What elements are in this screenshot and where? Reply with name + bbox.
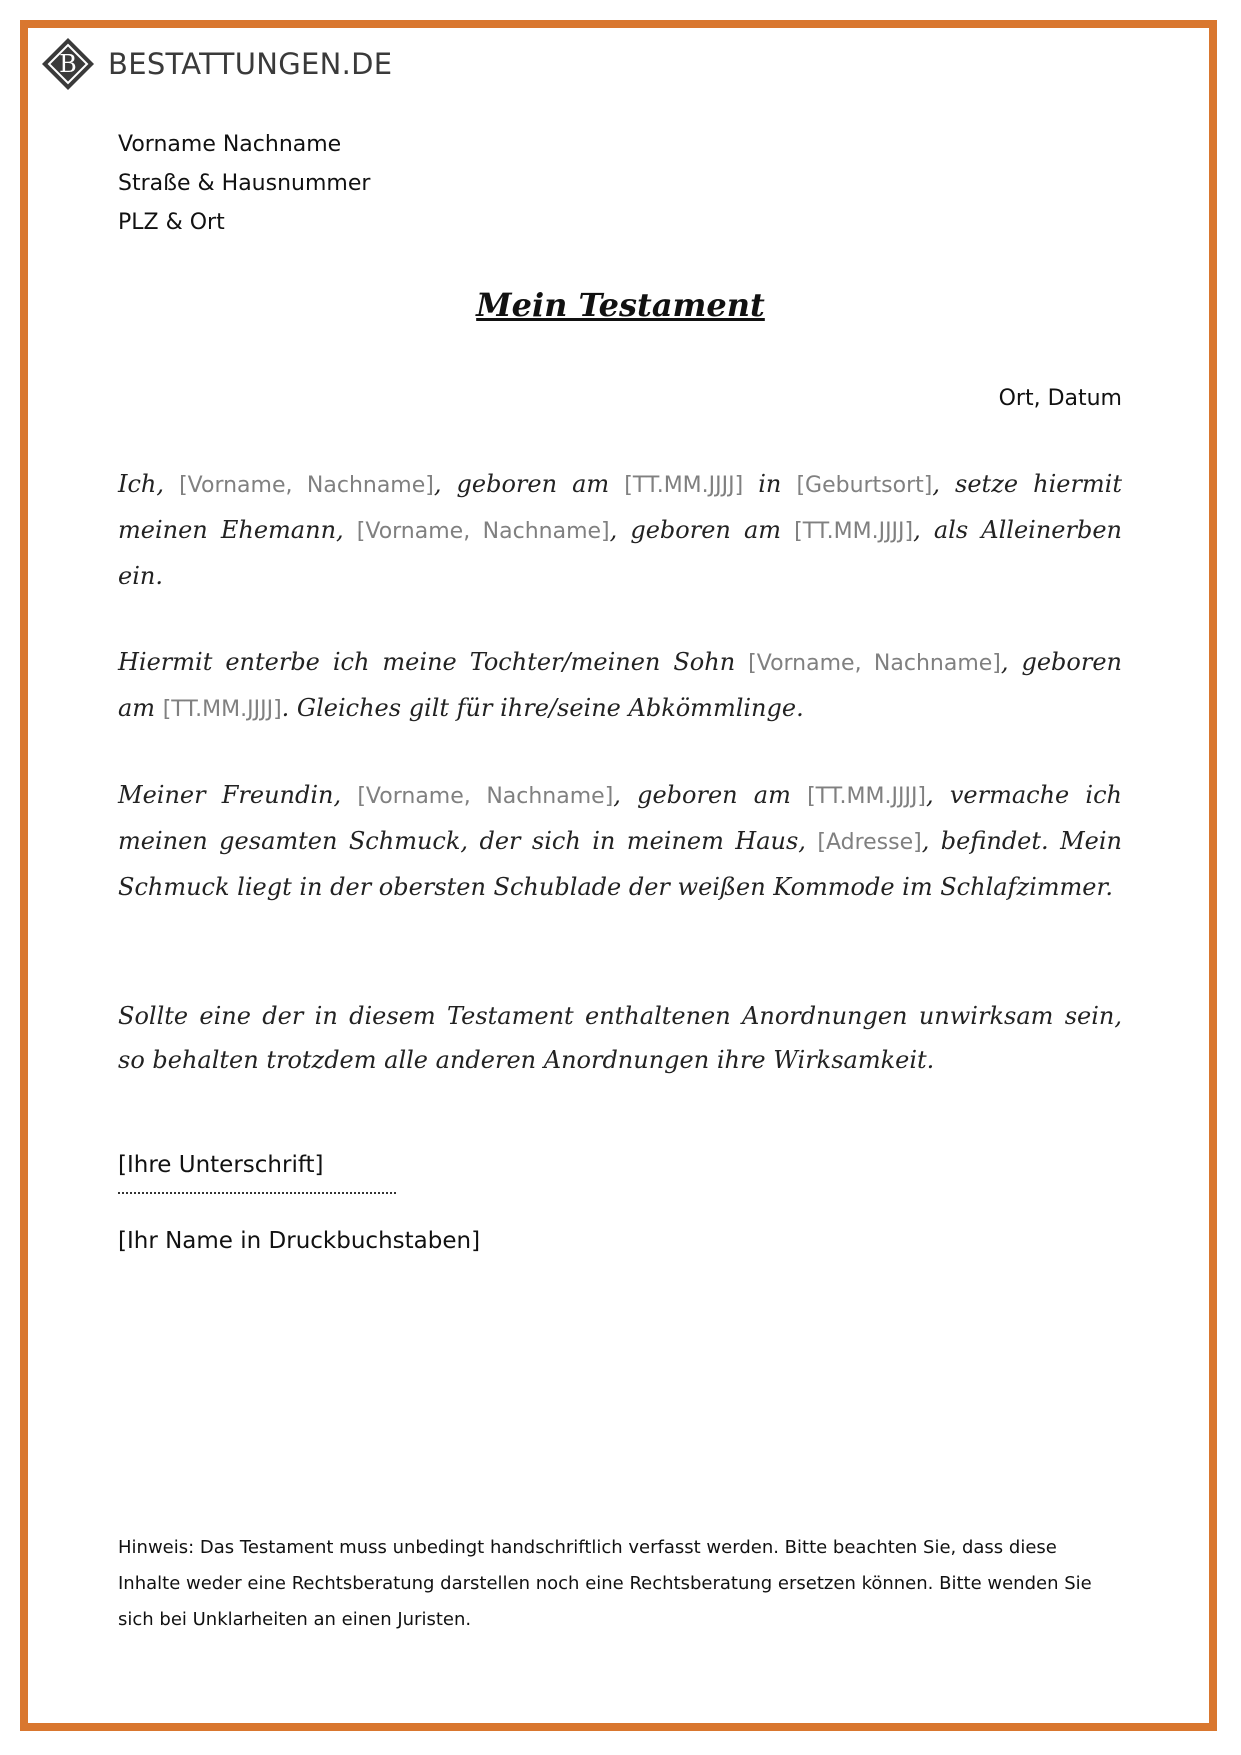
paragraph-heirs: Ich, [Vorname, Nachname], geboren am [TT.MM.JJJJ] in [Geburtsort], setze hiermit meinen Ehemann, [Vorname, Nachname], geboren am [TT.MM.JJJJ], als Alleinerben ein. <box>118 470 1122 590</box>
placeholder: [Vorname, Nachname] <box>357 784 614 809</box>
paragraph-severability: Sollte eine der in diesem Testament enthaltenen Anordnungen unwirksam sein, so behalten trotzdem alle anderen Anordnungen ihre Wirksamkeit. <box>118 1002 1122 1074</box>
logo <box>40 36 392 92</box>
signature-line <box>118 1192 396 1194</box>
placeholder: [Vorname, Nachname] <box>748 651 1001 676</box>
logo-diamond-icon <box>40 36 96 92</box>
legal-hint: Hinweis: Das Testament muss unbedingt handschriftlich verfasst werden. Bitte beachten Sie, dass diese Inhalte weder eine Rechtsberatung darstellen noch eine Rechtsberatung ersetzen können. Bitte wenden Sie sich bei Unklarheiten an einen Juristen. <box>118 1537 1092 1630</box>
document-title: Mein Testament <box>476 286 765 324</box>
logo-letter: B <box>59 50 77 78</box>
placeholder: [Vorname, Nachname] <box>356 519 610 544</box>
place-date: Ort, Datum <box>998 386 1122 411</box>
sender-city: PLZ & Ort <box>118 210 225 235</box>
placeholder: [TT.MM.JJJJ] <box>162 697 282 722</box>
sender-name: Vorname Nachname <box>118 132 342 157</box>
sender-address <box>118 125 370 242</box>
paragraph-bequest: Meiner Freundin, [Vorname, Nachname], geboren am [TT.MM.JJJJ], vermache ich meinen gesamten Schmuck, der sich in meinem Haus, [Adresse], befindet. Mein Schmuck liegt in der obersten Schublade der weißen Kommode im Schlafzimmer. <box>118 781 1123 901</box>
signature-label: [Ihre Unterschrift] <box>118 1152 324 1178</box>
placeholder: [Geburtsort] <box>796 473 933 498</box>
placeholder: [Adresse] <box>817 830 922 855</box>
sender-street: Straße & Hausnummer <box>118 171 371 196</box>
placeholder: [TT.MM.JJJJ] <box>794 519 914 544</box>
placeholder: [Vorname, Nachname] <box>179 473 434 498</box>
placeholder: [TT.MM.JJJJ] <box>807 784 927 809</box>
paragraph-disinherit: Hiermit enterbe ich meine Tochter/meinen Sohn [Vorname, Nachname], geboren am [TT.MM.JJJJ]. Gleiches gilt für ihre/seine Abkömmlinge. <box>118 648 1122 722</box>
logo-text: BESTATTUNGEN.DE <box>108 47 393 81</box>
printed-name-label: [Ihr Name in Druckbuchstaben] <box>118 1228 481 1254</box>
placeholder: [TT.MM.JJJJ] <box>624 473 744 498</box>
